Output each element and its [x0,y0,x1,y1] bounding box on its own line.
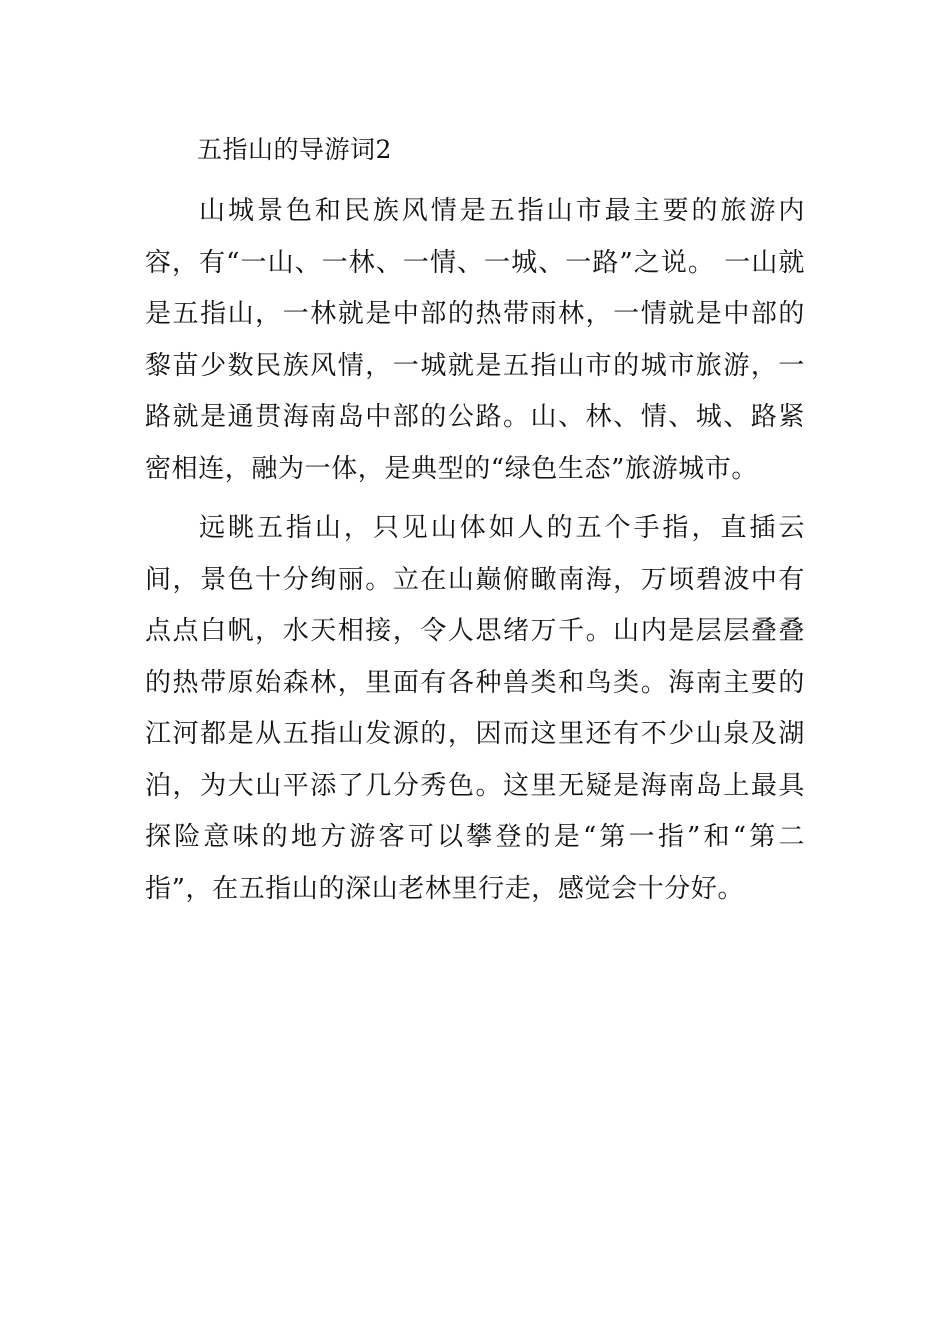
document-page [145,128,805,923]
paragraph-1: 山城景色和民族风情是五指山市最主要的旅游内容，有“一山、一林、一情、一城、一路”之说。 一山就是五指山，一林就是中部的热带雨林，一情就是中部的黎苗少数民族风情，一城就是五指山市的城市旅游，一路就是通贯海南岛中部的公路。山、林、情、城、路紧密相连，融为一体，是典型的“绿色生态”旅游城市。 [145,196,805,484]
paragraph-2: 远眺五指山，只见山体如人的五个手指，直插云间，景色十分绚丽。立在山巅俯瞰南海，万顷碧波中有点点白帆，水天相接，令人思绪万千。山内是层层叠叠的热带原始森林，里面有各种兽类和鸟类。海南主要的江河都是从五指山发源的，因而这里还有不少山泉及湖泊，为大山平添了几分秀色。这里无疑是海南岛上最具探险意味的地方游客可以攀登的是“第一指”和“第二指”，在五指山的深山老林里行走，感觉会十分好。 [145,513,805,904]
document-title: 五指山的导游词2 [197,135,392,164]
